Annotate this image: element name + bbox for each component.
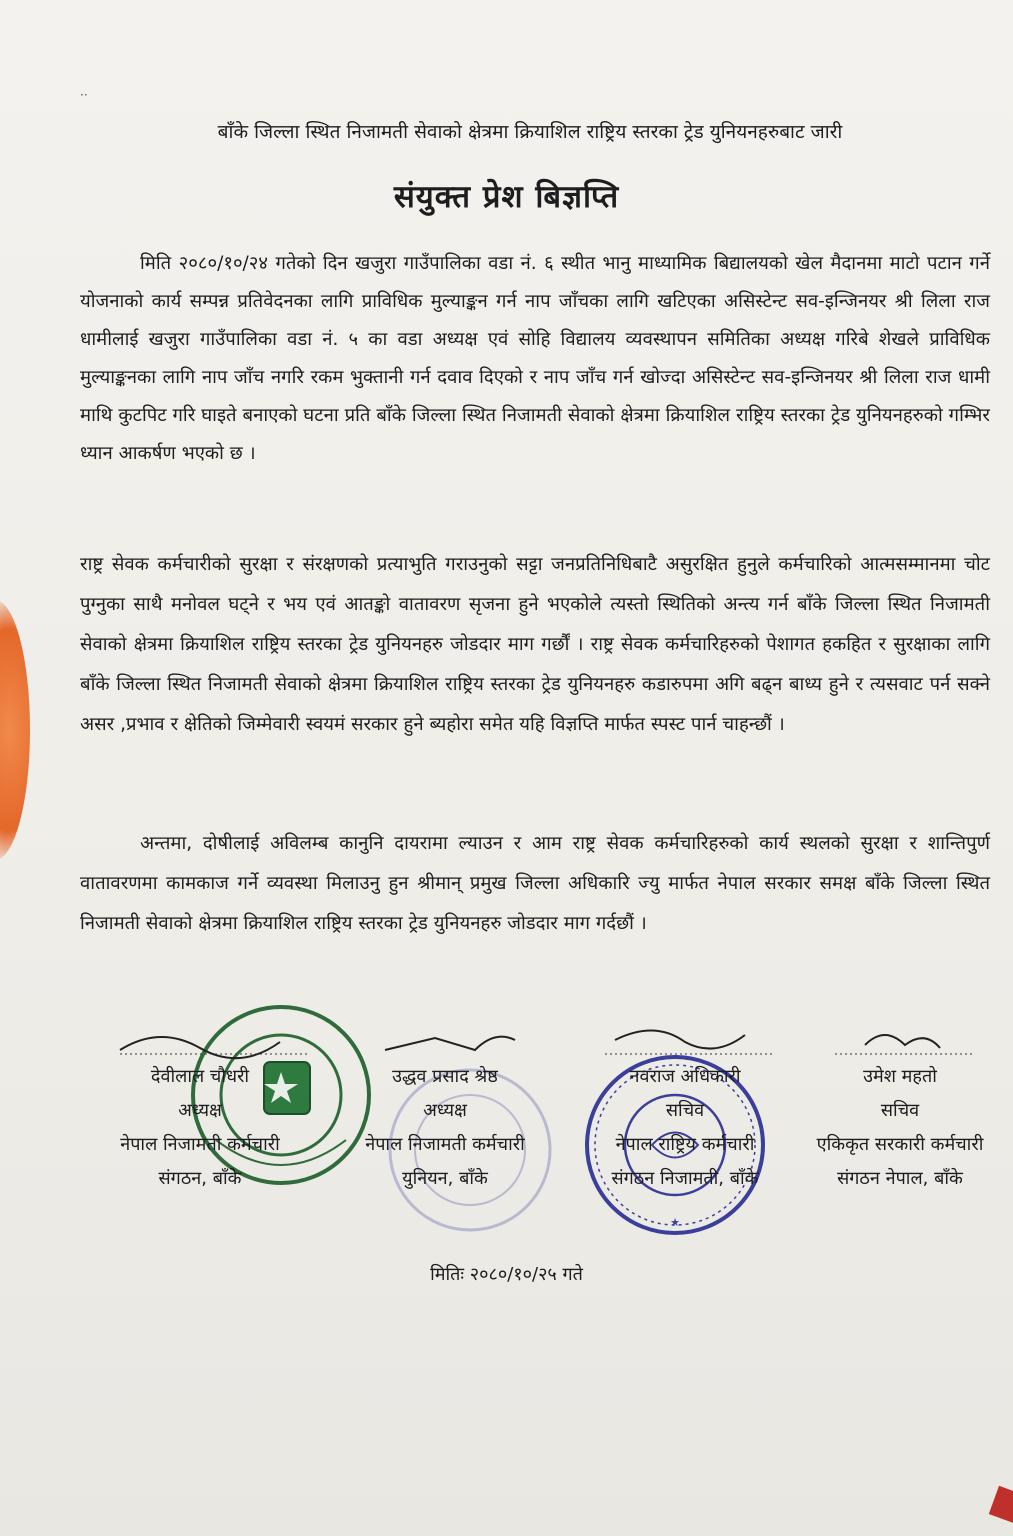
red-corner-decoration (989, 1486, 1013, 1524)
signatory-1 (70, 1020, 330, 1196)
signature-scrawl (320, 1020, 570, 1060)
issue-date: मितिः २०८०/१०/२५ गते (430, 1264, 583, 1285)
signatory-org-location: संगठन, बाँके (158, 1168, 242, 1189)
signatory-name: नवराज अधिकारी (629, 1066, 741, 1087)
document-title: संयुक्त प्रेश बिज्ञप्ति (393, 179, 620, 215)
paragraph-3: अन्तमा, दोषीलाई अविलम्ब कानुनि दायरामा ल्याउन र आम राष्ट्र सेवक कर्मचारिहरुको कार्य स्थलको सुरक्षा र शान्तिपुर्ण वातावरणमा कामकाज गर्ने व्यवस्था मिलाउनु हुन श्रीमान् प्रमुख जिल्ला अधिकारि ज्यु मार्फत नेपाल सरकार समक्ष बाँके जिल्ला स्थित निजामती सेवाको क्षेत्रमा क्रियाशिल राष्ट्रिय स्तरका ट्रेड युनियनहरु जोडदार माग गर्दछौं । (80, 833, 990, 934)
signatory-post: सचिव (665, 1100, 705, 1121)
signature-scrawl (560, 1020, 810, 1060)
signatory-name: देवीलाल चौधरी (150, 1066, 250, 1087)
orange-edge-decoration (0, 600, 30, 860)
signatory-org: नेपाल निजामती कर्मचारी (365, 1134, 525, 1155)
signatory-post: अध्यक्ष (423, 1100, 467, 1121)
signatory-org-location: संगठन नेपाल, बाँके (837, 1168, 963, 1189)
signatory-org-location: युनियन, बाँके (402, 1168, 488, 1189)
signatory-3 (560, 1020, 810, 1196)
signatory-4 (800, 1020, 1000, 1196)
signatory-post: अध्यक्ष (178, 1100, 222, 1121)
svg-text:★: ★ (670, 1216, 680, 1229)
page-mark: ·· (80, 88, 88, 102)
signatory-2 (320, 1020, 570, 1196)
signatory-post: सचिव (880, 1100, 920, 1121)
signature-scrawl (70, 1020, 330, 1060)
signatory-name: उद्धव प्रसाद श्रेष्ठ (392, 1066, 498, 1087)
paragraph-1: मिति २०८०/१०/२४ गतेको दिन खजुरा गाउँपालिका वडा नं. ६ स्थीत भानु माध्यामिक बिद्यालयको खेल मैदानमा माटो पटान गर्ने योजनाको कार्य सम्पन्न प्रतिवेदनका लागि प्राविधिक मुल्याङ्कन गर्न नाप जाँचका लागि खटिएका असिस्टेन्ट सव-इन्जिनयर श्री लिला राज धामीलाई खजुरा गाउँपालिका वडा नं. ५ का वडा अध्यक्ष एवं सोहि विद्यालय व्यवस्थापन समितिका अध्यक्ष गरिबे शेखले प्राविधिक मुल्याङ्कनका लागि नाप जाँच नगरि रकम भुक्तानी गर्न दवाव दिएको र नाप जाँच गर्न खोज्दा असिस्टेन्ट सव-इन्जिनयर श्री लिला राज धामी माथि कुटपिट गरि घाइते बनाएको घटना प्रति बाँके जिल्ला स्थित निजामती सेवाको क्षेत्रमा क्रियाशिल राष्ट्रिय स्तरका ट्रेड युनियनहरुको गम्भिर ध्यान आकर्षण भएको छ । (80, 253, 990, 464)
paragraph-2: राष्ट्र सेवक कर्मचारीको सुरक्षा र संरक्षणको प्रत्याभुति गराउनुको सट्टा जनप्रतिनिधिबाटै असुरक्षित हुनुले कर्मचारिको आत्मसम्मानमा चोट पुग्नुका साथै मनोवल घट्ने र भय एवं आतङ्को वातावरण सृजना हुने भएकोले त्यस्तो स्थितिको अन्त्य गर्न बाँके जिल्ला स्थित निजामती सेवाको क्षेत्रमा क्रियाशिल राष्ट्रिय स्तरका ट्रेड युनियनहरु जोडदार माग गर्छौं । राष्ट्र सेवक कर्मचारिहरुको पेशागत हकहित र सुरक्षाका लागि बाँके जिल्ला स्थित निजामती सेवाको क्षेत्रमा क्रियाशिल राष्ट्रिय स्तरका ट्रेड युनियनहरु कडारुपमा अगि बढ्न बाध्य हुने र त्यसवाट पर्न सक्ने असर ,प्रभाव र क्षेतिको जिम्मेवारी स्वयमं सरकार हुने ब्यहोरा समेत यहि विज्ञप्ति मार्फत स्पस्ट पार्न चाहन्छौं । (80, 554, 990, 735)
signatory-org: नेपाल निजामती कर्मचारी (120, 1134, 280, 1155)
signatory-name: उमेश महतो (863, 1066, 937, 1087)
signatory-org: एकिकृत सरकारी कर्मचारी (816, 1134, 984, 1155)
signatory-org-location: संगठन निजामती, बाँके (611, 1168, 759, 1189)
signature-scrawl (800, 1020, 1000, 1060)
signatory-org: नेपाल राष्ट्रिय कर्मचारी (615, 1134, 755, 1155)
issuer-header: बाँके जिल्ला स्थित निजामती सेवाको क्षेत्रमा क्रियाशिल राष्ट्रिय स्तरका ट्रेड युनियनहरुबाट जारी (217, 121, 843, 143)
